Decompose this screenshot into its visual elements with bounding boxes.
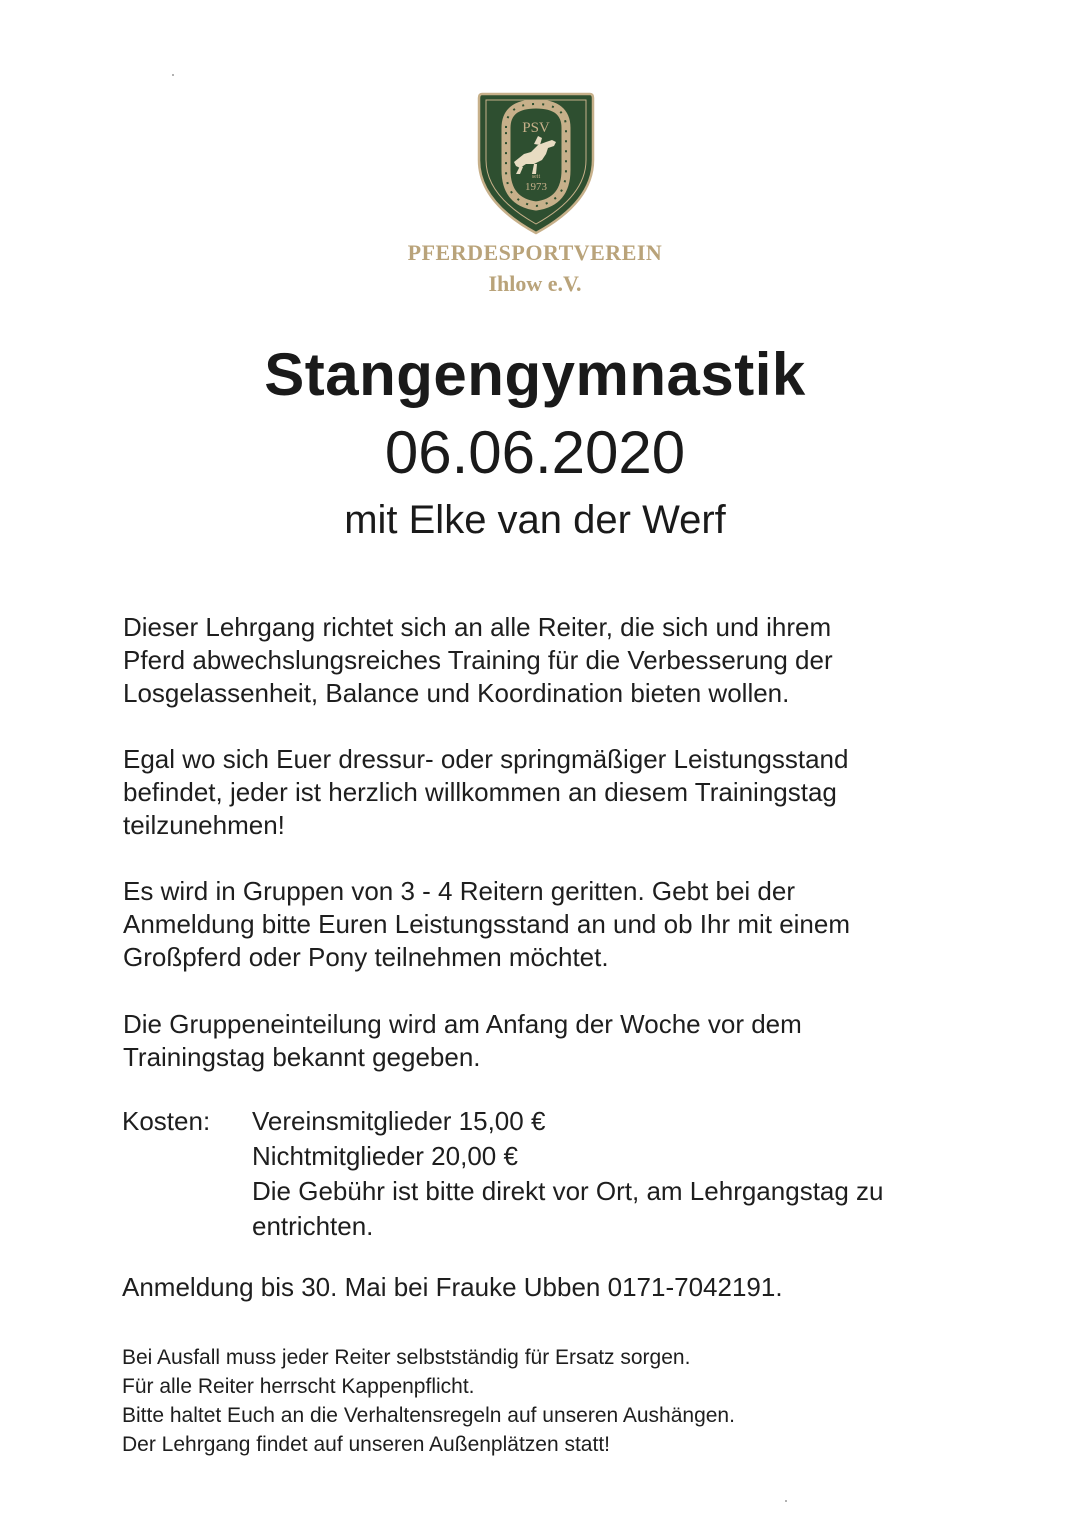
scan-speck (172, 74, 174, 76)
paragraph-line: Die Gruppeneinteilung wird am Anfang der Woche vor dem (123, 1009, 802, 1039)
note-item: Bei Ausfall muss jeder Reiter selbstständig für Ersatz sorgen. (122, 1346, 691, 1369)
paragraph-line: Es wird in Gruppen von 3 - 4 Reitern geritten. Gebt bei der (123, 876, 796, 906)
cost-line-payment: Die Gebühr ist bitte direkt vor Ort, am Lehrgangstag zu (252, 1176, 884, 1206)
club-name: PFERDESPORTVEREIN (407, 240, 663, 265)
cost-line-payment-cont: entrichten. (252, 1211, 374, 1241)
year-text: 1973 (525, 181, 547, 193)
note-item: Für alle Reiter herrscht Kappenpflicht. (122, 1375, 475, 1398)
paragraph-welcome (123, 743, 963, 842)
paragraph-line: Pferd abwechslungsreiches Training für die Verbesserung der (123, 645, 833, 675)
club-logo (476, 90, 596, 236)
paragraph-line: Anmeldung bitte Euren Leistungsstand an und ob Ihr mit einem (123, 909, 851, 939)
cost-line-nonmembers: Nichtmitglieder 20,00 € (252, 1141, 518, 1171)
paragraph-line: teilzunehmen! (123, 810, 285, 840)
club-location: Ihlow e.V. (488, 271, 582, 296)
paragraph-schedule (123, 1008, 963, 1074)
paragraph-groups (123, 875, 963, 974)
paragraph-line: Losgelassenheit, Balance und Koordination bieten wollen. (123, 678, 790, 708)
badge-text: PSV (522, 120, 550, 136)
costs-details (252, 1104, 884, 1244)
paragraph-intro (123, 611, 963, 710)
paragraph-line: Großpferd oder Pony teilnehmen möchtet. (123, 942, 609, 972)
scan-speck (785, 1500, 787, 1502)
costs-label: Kosten: (122, 1106, 211, 1136)
paragraph-line: Dieser Lehrgang richtet sich an alle Reiter, die sich und ihrem (123, 612, 832, 642)
page-title: Stangengymnastik (264, 341, 806, 408)
paragraph-line: befindet, jeder ist herzlich willkommen an diesem Trainingstag (123, 777, 837, 807)
trainer-line: mit Elke van der Werf (344, 498, 726, 542)
note-item: Bitte haltet Euch an die Verhaltensregeln auf unseren Aushängen. (122, 1404, 735, 1427)
registration-info: Anmeldung bis 30. Mai bei Frauke Ubben 0171-7042191. (122, 1272, 783, 1302)
paragraph-line: Egal wo sich Euer dressur- oder springmäßiger Leistungsstand (123, 744, 849, 774)
paragraph-line: Trainingstag bekannt gegeben. (123, 1042, 481, 1072)
notes-list (122, 1343, 735, 1459)
cost-line-members: Vereinsmitglieder 15,00 € (252, 1106, 546, 1136)
note-item: Der Lehrgang findet auf unseren Außenplätzen statt! (122, 1433, 610, 1456)
shield-horseshoe-icon (476, 90, 596, 236)
seit-text: seit (531, 174, 541, 180)
event-date: 06.06.2020 (384, 419, 686, 486)
